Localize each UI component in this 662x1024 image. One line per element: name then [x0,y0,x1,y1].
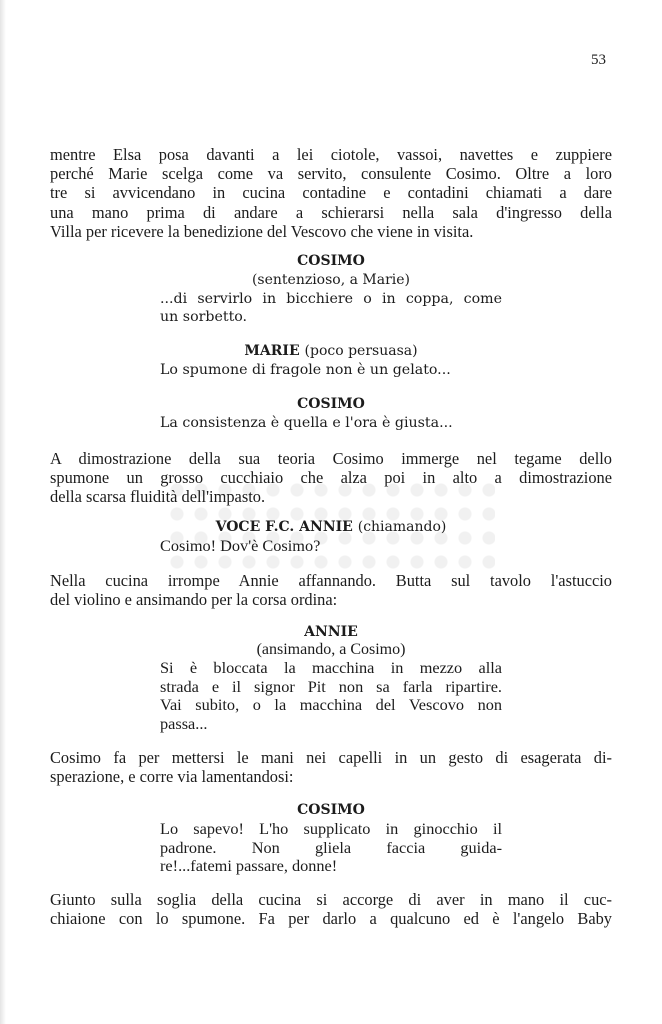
text-line: perché Marie scelga come va servito, consulente Cosimo. Oltre a loro [50,164,612,184]
text-line: Si è bloccata la macchina in mezzo alla [160,658,502,677]
action-paragraph-1 [50,145,612,241]
text-line: strada e il signor Pit non sa farla ripartire. [160,676,502,696]
text-line: tre si avvicendano in cucina contadine e contadini chiamati a dare [50,183,612,203]
text-line: sperazione, e corre via lamentandosi: [50,767,294,787]
text-line: del violino e ansimando per la corsa ordina: [50,590,338,610]
text-line: una mano prima di andare a schierarsi nella sala d'ingresso della [50,202,612,222]
dialogue-3 [160,414,502,432]
text-line: passa... [160,713,208,733]
page-number: 53 [591,52,606,68]
dialogue-2 [160,361,502,379]
parenthetical: (poco persuasa) [304,343,418,359]
text-line: Giunto sulla soglia della cucina si accorge di aver in mano il cuc- [50,890,612,909]
action-paragraph-4 [50,748,612,786]
dialogue-1 [160,290,502,326]
character-name: ANNIE [304,624,358,640]
character-name: MARIE [244,343,300,359]
page-edge-shadow [0,0,6,1024]
dialogue-6 [160,820,502,876]
parenthetical: (ansimando, a Cosimo) [256,641,406,658]
character-cue-annie [50,624,612,640]
action-paragraph-5 [50,890,612,928]
character-cue-marie [50,343,612,359]
dialogue-5 [160,659,502,733]
text-line: mentre Elsa posa davanti a lei ciotole, vassoi, navettes e zuppiere [50,145,612,164]
character-name: COSIMO [297,802,365,818]
character-cue-cosimo [50,802,612,818]
character-name: VOCE F.C. ANNIE [215,519,353,535]
text-line: Cosimo! Dov'è Cosimo? [160,536,321,555]
text-line: chiaione con lo spumone. Fa per darlo a qualcuno ed è l'angelo Baby [50,909,612,929]
text-line: Villa per ricevere la benedizione del Vescovo che viene in visita. [50,221,474,241]
text-line: ...di servirlo in bicchiere o in coppa, come [160,291,502,307]
character-name: COSIMO [297,396,365,412]
character-name: COSIMO [297,253,365,269]
text-line: spumone un grosso cucchiaio che alza poi in alto a dimostrazione [50,468,612,488]
text-line: Cosimo fa per mettersi le mani nei capelli in un gesto di esagerata di- [50,748,612,767]
action-paragraph-2 [50,449,612,507]
text-line: A dimostrazione della sua teoria Cosimo immerge nel tegame dello [50,449,612,468]
text-line: padrone. Non gliela faccia guida- [160,837,502,857]
text-line: Vai subito, o la macchina del Vescovo non [160,695,502,715]
text-line: Nella cucina irrompe Annie affannando. Butta sul tavolo l'astuccio [50,571,612,590]
text-line: La consistenza è quella e l'ora è giusta... [160,415,453,431]
parenthetical: (chiamando) [357,519,447,535]
dialogue-4 [160,537,502,556]
parenthetical: (sentenzioso, a Marie) [251,272,411,288]
character-cue-voce-annie [50,519,612,535]
text-line: della scarsa fluidità dell'impasto. [50,487,266,507]
action-paragraph-3 [50,571,612,609]
text-line: un sorbetto. [160,309,248,326]
character-cue-cosimo [50,253,612,269]
text-line: re!...fatemi passare, donne! [160,856,338,876]
text-line: Lo sapevo! L'ho supplicato in ginocchio il [160,819,502,838]
text-line: Lo spumone di fragole non è un gelato... [160,362,451,378]
character-cue-cosimo [50,396,612,412]
